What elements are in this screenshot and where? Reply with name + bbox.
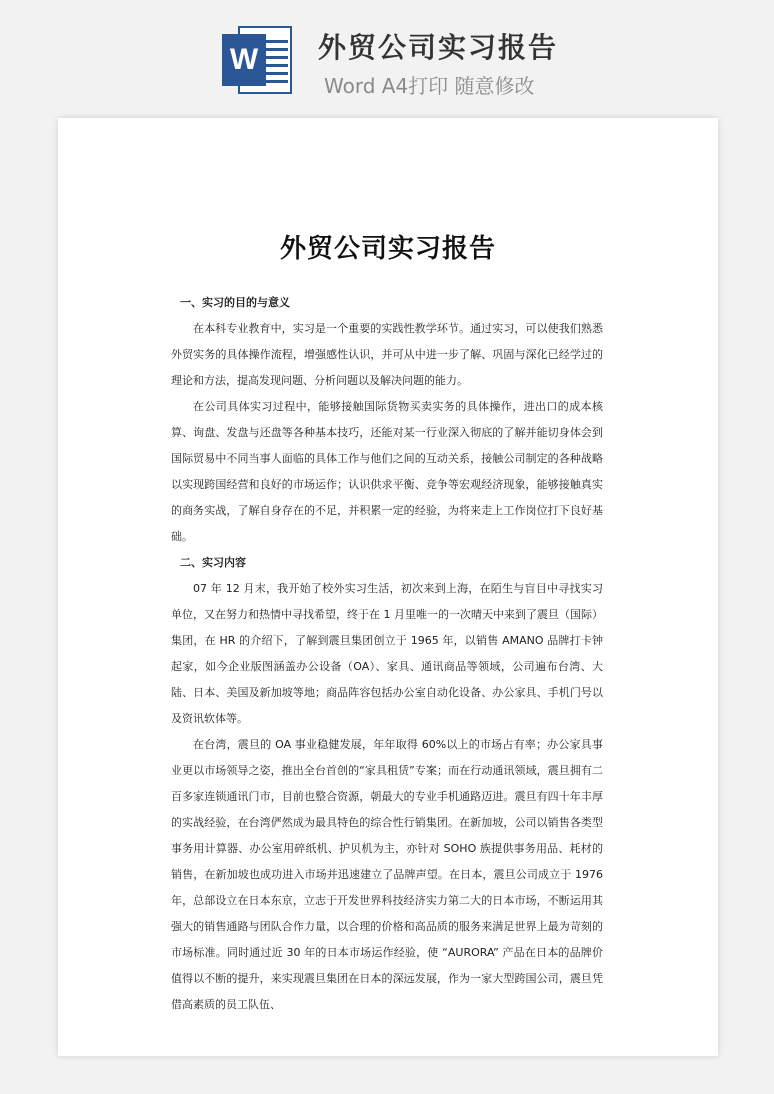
section-heading: 一、实习的目的与意义 [180,296,290,309]
word-icon [222,24,294,96]
paragraph: 在台湾，震旦的 OA 事业稳健发展，年年取得 60%以上的市场占有率；办公家具事业更以市场领导之姿，推出全台首创的“家具租赁”专案；而在行动通讯领域，震旦拥有二百多家连锁通讯门市，目前也整合资源，朝最大的专业手机通路迈进。震旦有四十年丰厚的实战经验，在台湾俨然成为最具特色的综合性行销集团。在新加坡，公司以销售各类型事务用计算器、办公室用碎纸机、护贝机为主，亦针对 SOHO 族提供事务用品、耗材的销售，在新加坡也成功进入市场并迅速建立了品牌声望。在日本，震旦公司成立于 1976 年，总部设立在日本东京，立志于开发世界科技经济实力第二大的日本市场，不断运用其强大的销售通路与团队合作力量，以合理的价格和高品质的服务来满足世界上最为苛刻的市场标准。同时通过近 30 年的日本市场运作经验，使 “AURORA” 产品在日本的品牌价值得以不断的提升，来实现震旦集团在日本的深远发展，作为一家大型跨国公司，震旦凭借高素质的员工队伍、 [171,738,603,1011]
paragraph: 在公司具体实习过程中，能够接触国际货物买卖实务的具体操作，进出口的成本核算、询盘、发盘与还盘等各种基本技巧，还能对某一行业深入彻底的了解并能切身体会到国际贸易中不同当事人面临的具体工作与他们之间的互动关系，接触公司制定的各种战略以实现跨国经营和良好的市场运作；认识供求平衡、竞争等宏观经济现象，能够接触真实的商务实战，了解自身存在的不足，并积累一定的经验，为将来走上工作岗位打下良好基础。 [171,400,603,543]
paragraph: 07 年 12 月末，我开始了校外实习生活，初次来到上海，在陌生与盲目中寻找实习单位，又在努力和热情中寻找希望，终于在 1 月里唯一的一次晴天中来到了震旦（国际）集团，在 HR 的介绍下，了解到震旦集团创立于 1965 年，以销售 AMANO 品牌打卡钟起家，如今企业版图涵盖办公设备（OA）、家具、通讯商品等领域，公司遍布台湾、大陆、日本、美国及新加坡等地；商品阵容包括办公室自动化设备、办公家具、手机门号以及资讯软体等。 [171,582,603,725]
paragraph: 在本科专业教育中，实习是一个重要的实践性教学环节。通过实习，可以使我们熟悉外贸实务的具体操作流程，增强感性认识，并可从中进一步了解、巩固与深化已经学过的理论和方法，提高发现问题、分析问题以及解决问题的能力。 [171,322,603,387]
document-page [58,118,718,1056]
app-subtitle: Word A4打印 随意修改 [324,74,535,98]
word-letter-badge: W [222,34,266,86]
app-title: 外贸公司实习报告 [318,31,559,64]
document-body [171,290,603,1018]
section-heading: 二、实习内容 [180,556,246,569]
header [0,0,774,110]
document-title: 外贸公司实习报告 [279,234,496,264]
